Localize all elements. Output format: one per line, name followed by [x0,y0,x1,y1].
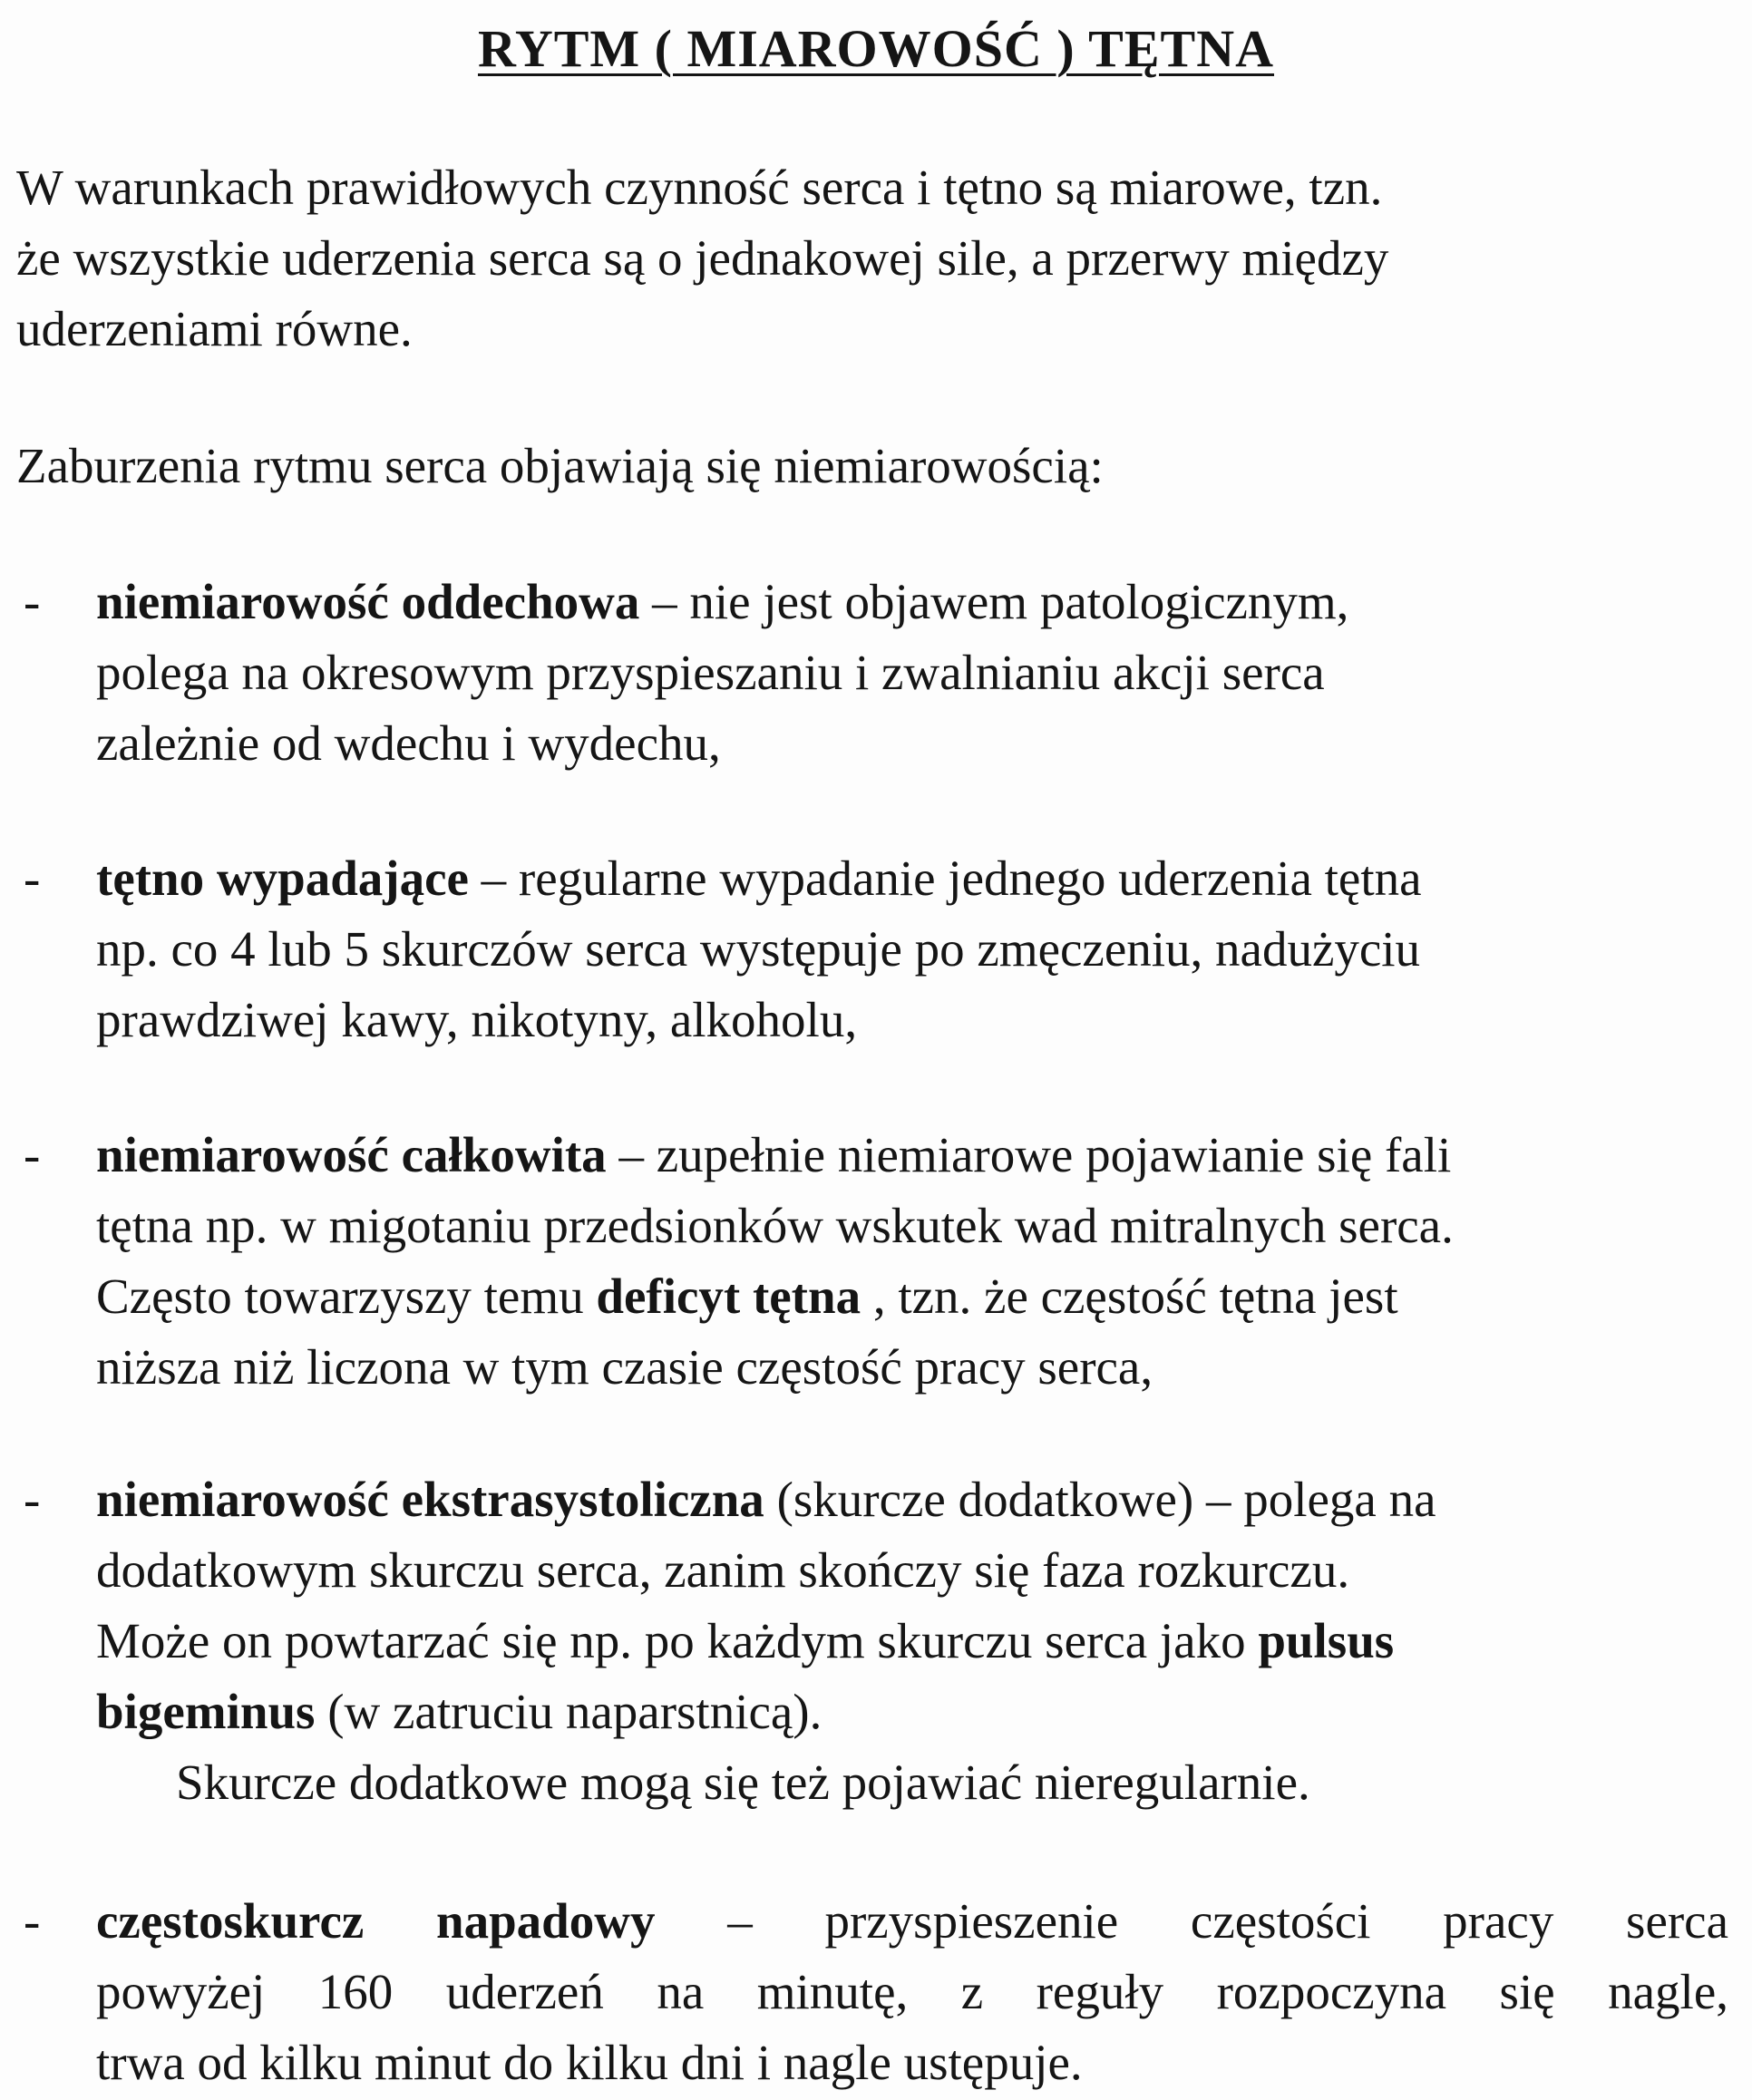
description-line: niższa niż liczona w tym czasie częstość pracy serca, [96,1339,1153,1395]
term-inline: bigeminus [96,1684,316,1739]
page-title [0,18,1752,79]
description-line: Skurcze dodatkowe mogą się też pojawiać nieregularnie. [176,1755,1310,1810]
description: Często towarzyszy temu [96,1269,597,1324]
list-item-body [96,1886,1728,2098]
lead-paragraph [16,431,1730,501]
intro-line: że wszystkie uderzenia serca są o jednakowej sile, a przerwy między [16,230,1389,286]
description-line: np. co 4 lub 5 skurczów serca występuje po zmęczeniu, nadużyciu [96,921,1421,977]
description: (w zatruciu naparstnicą). [315,1684,822,1739]
list-item-body [96,1464,1728,1818]
description-line: prawdziwej kawy, nikotyny, alkoholu, [96,992,858,1047]
term-inline: deficyt tętna [596,1269,861,1324]
description: – nie jest objawem patologicznym, [639,574,1349,629]
term: niemiarowość ekstrasystoliczna [96,1472,764,1527]
list-item-body [96,1120,1728,1403]
list-dash: - [24,574,41,629]
term: niemiarowość oddechowa [96,574,640,629]
list-dash: - [24,1127,41,1182]
description: – regularne wypadanie jednego uderzenia tętna [468,851,1422,906]
intro-paragraph [16,152,1730,365]
list-item-body [96,567,1728,779]
description-line: trwa od kilku minut do kilku dni i nagle ustępuje. [96,2035,1083,2090]
term: niemiarowość całkowita [96,1127,607,1182]
description: – zupełnie niemiarowe pojawianie się fali [606,1127,1452,1182]
description: (skurcze dodatkowe) – polega na [764,1472,1436,1527]
term: częstoskurcz napadowy [96,1893,656,1949]
description-line: tętna np. w migotaniu przedsionków wskutek wad mitralnych serca. [96,1198,1454,1253]
list-dash: - [24,1472,41,1527]
term-inline: pulsus [1258,1613,1395,1668]
intro-line: W warunkach prawidłowych czynność serca i tętno są miarowe, tzn. [16,160,1383,215]
lead-line: Zaburzenia rytmu serca objawiają się niemiarowością: [16,438,1104,493]
list-item-body [96,843,1728,1055]
term: tętno wypadające [96,851,469,906]
page-title-text: RYTM ( MIAROWOŚĆ ) TĘTNA [477,19,1275,78]
description: , tzn. że częstość tętna jest [861,1269,1398,1324]
description-line: polega na okresowym przyspieszaniu i zwalnianiu akcji serca [96,645,1325,700]
list-dash: - [24,1893,41,1949]
description: – przyspieszenie częstości pracy serca [655,1893,1728,1949]
description: Może on powtarzać się np. po każdym skurczu serca jako [96,1613,1259,1668]
intro-line: uderzeniami równe. [16,301,413,356]
description-line: powyżej 160 uderzeń na minutę, z reguły rozpoczyna się nagle, [96,1964,1728,2019]
description-line: dodatkowym skurczu serca, zanim skończy się faza rozkurczu. [96,1542,1350,1598]
list-dash: - [24,851,41,906]
description-line: zależnie od wdechu i wydechu, [96,715,721,771]
